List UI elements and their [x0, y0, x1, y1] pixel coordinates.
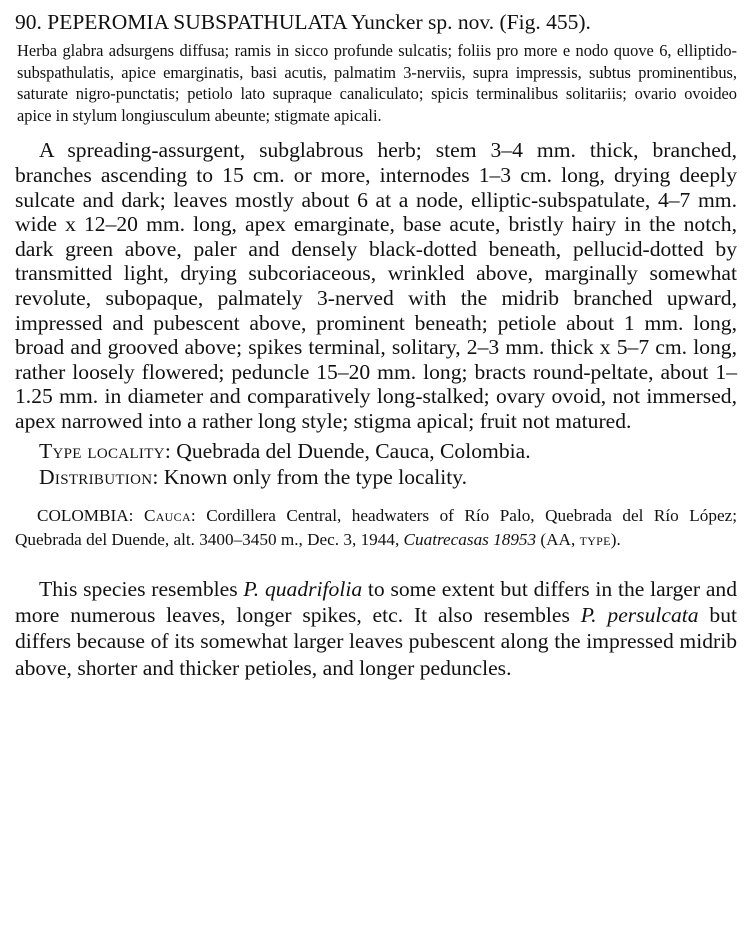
species-authority: Yuncker sp. nov. (Fig. 455). [351, 10, 591, 34]
remarks-species2: P. persulcata [580, 602, 699, 627]
type-locality-value: Quebrada del Duende, Cauca, Colombia. [176, 438, 531, 463]
specimen-department: Cauca [143, 505, 191, 525]
latin-diagnosis: Herba glabra adsurgens diffusa; ramis in sicco profunde sulcatis; foliis pro more e nodo quove 6, elliptido-subspathulatis, apice emarginatis, basi acutis, palmatim 3-nerviis, supra impressis, subtus prominentibus, saturate nigro-punctatis; petiolo lato supraque canaliculato; spicis terminalibus solitariis; ovario ovoideo apice in stylum longiusculum abeunte; stigmate apicali. [17, 41, 737, 125]
distribution-value: Known only from the type locality. [163, 464, 468, 489]
species-entry [15, 8, 737, 681]
specimen-text: Cordillera Central, headwaters of Río Palo, Quebrada del Río López; Quebrada del Duende, alt. 3400–3450 m., Dec. 3, 1944, [15, 505, 737, 549]
specimen-type-label: type [579, 529, 611, 549]
remarks [15, 576, 737, 682]
type-locality [39, 438, 737, 464]
specimen-country: COLOMBIA [37, 505, 129, 525]
species-heading [15, 8, 737, 36]
remarks-part2: to some extent but differs in the larger and more numerous leaves, longer spikes, etc. It also resembles [15, 576, 737, 627]
type-locality-label: Type locality [39, 438, 165, 463]
distribution-colon: : [152, 464, 164, 489]
specimen-citation: COLOMBIA: Cauca: Cordillera Central, headwaters of Río Palo, Quebrada del Río López; Quebrada del Duende, alt. 3400–3450 m., Dec. 3, 1944, Cuatrecasas 18953 (AA, type). [15, 505, 737, 549]
remarks-part3: but differs because of its somewhat larger leaves pubescent along the impressed midrib above, shorter and thicker petioles, and longer peduncles. [15, 602, 737, 680]
specimen-collector: Cuatrecasas 18953 [403, 529, 537, 549]
species-name: PEPEROMIA SUBSPATHULATA [47, 10, 347, 34]
remarks-species1: P. quadrifolia [243, 576, 363, 601]
distribution-label: Distribution [39, 464, 153, 489]
specimen-herbarium: (AA, [540, 529, 576, 549]
type-locality-colon: : [164, 438, 177, 463]
species-number: 90. [15, 10, 42, 34]
english-description: A spreading-assurgent, subglabrous herb; stem 3–4 mm. thick, branched, branches ascending to 15 cm. or more, internodes 1–3 cm. long, drying deeply sulcate and dark; leaves mostly about 6 at a node, elliptic-subspatulate, 4–7 mm. wide x 12–20 mm. long, apex emarginate, base acute, bristly hairy in the notch, dark green above, paler and densely black-dotted beneath, pellucid-dotted by transmitted light, drying subcoriaceous, wrinkled above, marginally somewhat revolute, subopaque, palmately 3-nerved with the midrib branched upward, impressed and pubescent above, prominent beneath; petiole about 1 mm. long, broad and grooved above; spikes terminal, solitary, 2–3 mm. thick x 5–7 cm. long, rather loosely flowered; peduncle 15–20 mm. long; bracts round-peltate, about 1–1.25 mm. in diameter and comparatively long-stalked; ovary ovoid, not immersed, apex narrowed into a rather long style; stigma apical; fruit not matured. [15, 138, 737, 433]
distribution [39, 464, 737, 490]
remarks-part1: This species resembles [39, 576, 238, 601]
specimen-close: ). [610, 529, 621, 549]
